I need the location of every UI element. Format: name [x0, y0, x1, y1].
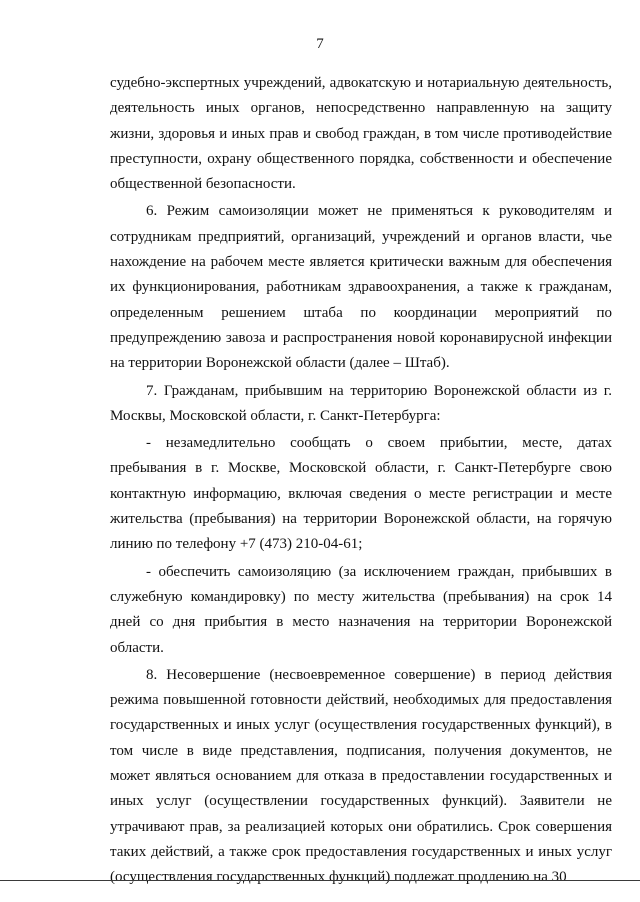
- document-body: [110, 71, 612, 891]
- paragraph-item-7-bullet-1: - незамедлительно сообщать о своем прибытии, месте, датах пребывания в г. Москве, Московской области, г. Санкт-Петербурге свою контактную информацию, включая сведения о месте регистрации и месте жительства (пребывания) на территории Воронежской области, на горячую линию по телефону +7 (473) 210-04-61;: [110, 435, 612, 553]
- paragraph-item-6: 6. Режим самоизоляции может не применяться к руководителям и сотрудникам предприятий, организаций, учреждений и органов власти, чье нахождение на рабочем месте является критически важным для обеспечения их функционирования, работникам здравоохранения, а также к гражданам, определенным решением штаба по координации мероприятий по предупреждению завоза и распространения новой коронавирусной инфекции на территории Воронежской области (далее – Штаб).: [110, 203, 612, 372]
- paragraph-item-8: 8. Несовершение (несвоевременное совершение) в период действия режима повышенной готовности действий, необходимых для предоставления государственных и иных услуг (осуществления государственных функций), в том числе в виде представления, подписания, получения документов, не может являться основанием для отказа в предоставлении государственных и иных услуг (осуществлении государственных функций). Заявители не утрачивают прав, за реализацией которых они обратились. Срок совершения таких действий, а также срок предоставления государственных и иных услуг (осуществления государственных функций) подлежат продлению на 30: [110, 666, 612, 886]
- bottom-divider: [0, 880, 640, 881]
- paragraph-item-7-bullet-2: - обеспечить самоизоляцию (за исключением граждан, прибывших в служебную командировку) по месту жительства (пребывания) на срок 14 дней со дня прибытия в место назначения на территории Воронежской области.: [110, 563, 612, 656]
- paragraph-item-7: 7. Гражданам, прибывшим на территорию Воронежской области из г. Москвы, Московской области, г. Санкт-Петербурга:: [110, 382, 612, 424]
- paragraph-continuation: судебно-экспертных учреждений, адвокатскую и нотариальную деятельность, деятельность иных органов, непосредственно направленную на защиту жизни, здоровья и иных прав и свобод граждан, в том числе противодействие преступности, охрану общественного порядка, собственности и обеспечение общественной безопасности.: [110, 75, 612, 193]
- page-number: 7: [316, 36, 324, 52]
